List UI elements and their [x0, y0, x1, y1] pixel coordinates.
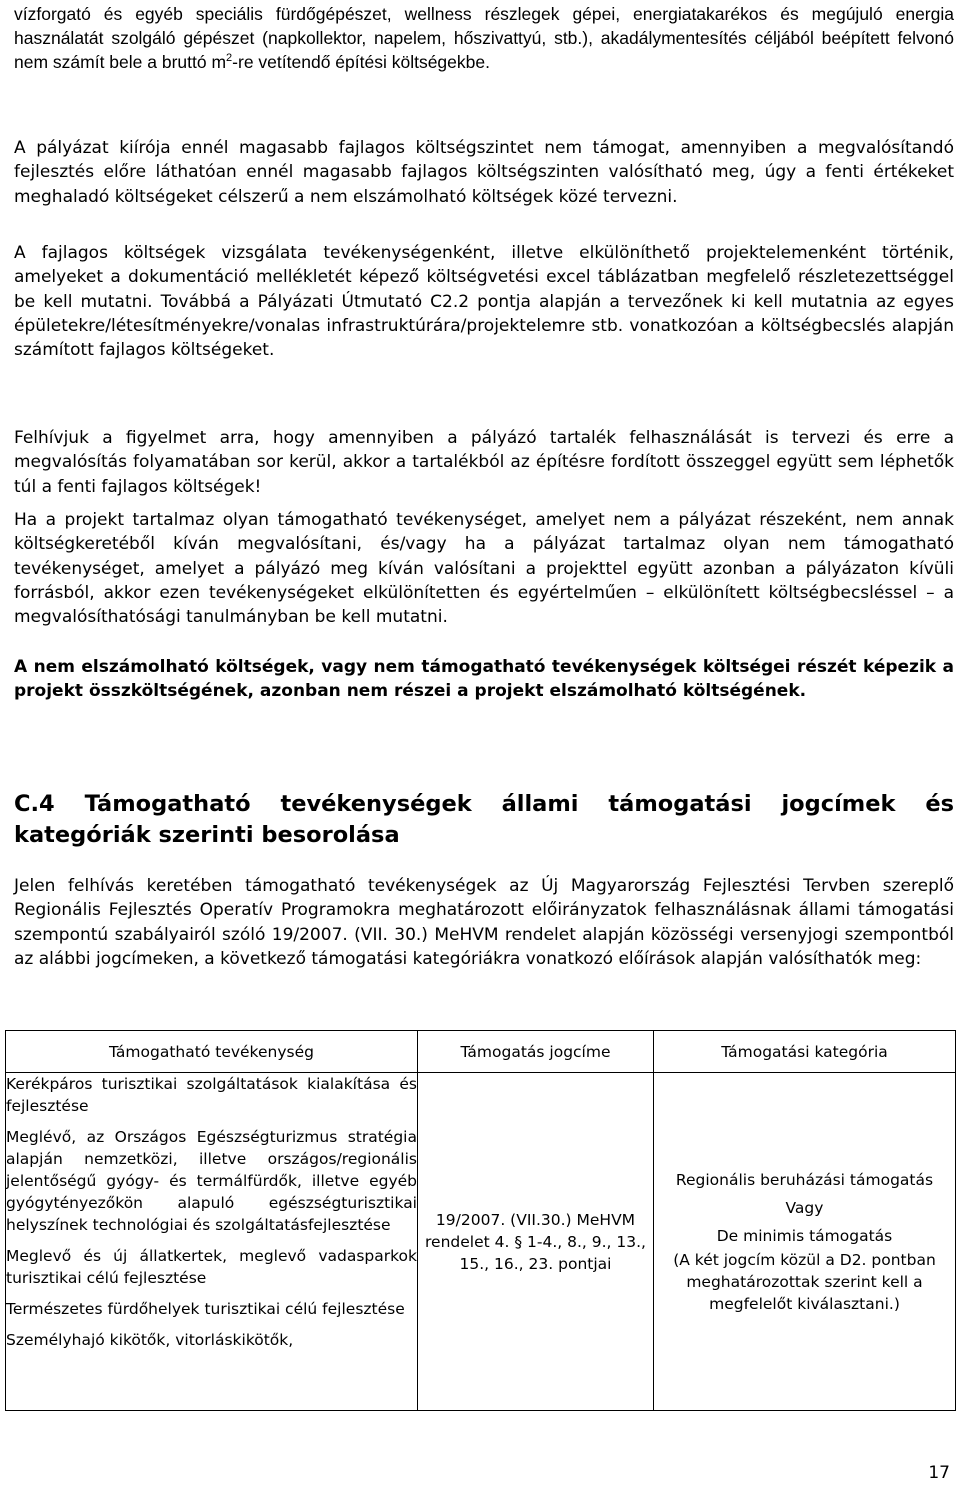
category-note: (A két jogcím közül a D2. pontban meghatározottak szerint kell a megfelelőt kiválasztani.) [673, 1250, 936, 1313]
header-activity: Támogatható tevékenység [6, 1031, 418, 1073]
activity-item: Meglevő és új állatkertek, meglevő vadasparkok turisztikai célú fejlesztése [6, 1247, 417, 1287]
table-row [6, 1073, 956, 1411]
support-categories-table [5, 1030, 956, 1411]
intro-text-end: -re vetítendő építési költségekbe. [232, 52, 490, 72]
reserve-notice-paragraph: Felhívjuk a figyelmet arra, hogy amennyiben a pályázó tartalék felhasználását is tervezi és erre a megvalósítás folyamatában sor kerül, akkor a tartalékból az építésre fordított összeggel együtt sem léphetők túl a fenti fajlagos költségek! [14, 428, 954, 497]
cost-examination-paragraph: A fajlagos költségek vizsgálata tevékenységenként, illetve elkülöníthető projektelemenként történik, amelyeket a dokumentáció mellékletét képező költségvetési excel táblázatban megfelelő részletezettséggel be kell mutatni. Továbbá a Pályázati Útmutató C2.2 pontja alapján a tervezőnek ki kell mutatnia az egyes épületekre/létesítményekre/vonalas infrastruktúrára/projektelemre stb. vonatkozóan a költségbecslés alapján számított fajlagos költségeket. [14, 243, 954, 361]
activity-item: Személyhajó kikötők, vitorláskikötők, [6, 1331, 294, 1349]
activity-item: Természetes fürdőhelyek turisztikai célú fejlesztése [6, 1300, 405, 1318]
section-heading-c4: C.4 Támogatható tevékenységek állami támogatási jogcímek és kategóriák szerinti besorolása [14, 791, 954, 848]
non-eligible-activities-paragraph: Ha a projekt tartalmaz olyan támogatható tevékenységet, amelyet nem a pályázat részeként, nem annak költségkeretéből kíván megvalósítani, és/vagy ha a pályázat tartalmaz olyan nem támogatható tevékenységet, amelyet a pályázó meg kíván valósítani a projekttel együtt azonban a pályázaton kívüli forrásból, akkor ezen tevékenységeket elkülönítetten és egyértelműen – elkülönített költségbecsléssel – a megvalósíthatósági tanulmányban be kell mutatni. [14, 510, 954, 628]
cost-level-paragraph: A pályázat kiírója ennél magasabb fajlagos költségszintet nem támogat, amennyiben a megvalósítandó fejlesztés előre láthatóan ennél magasabb fajlagos költségszinten valósítható meg, úgy a fenti értékeket meghaladó költségeket célszerű a nem elszámolható költségek közé tervezni. [14, 138, 954, 207]
activity-item: Meglévő, az Országos Egészségturizmus stratégia alapján nemzetközi, illetve országos/regionális jelentőségű gyógy- és termálfürdők, illetve egyéb gyógytényezőkön alapuló egészségturisztikai helyszínek technológiai és szolgáltatásfejlesztése [6, 1128, 417, 1234]
legal-title-cell [418, 1073, 654, 1411]
superscript-two: 2 [226, 52, 233, 65]
category-or: Vagy [785, 1198, 824, 1217]
category-de-minimis: De minimis támogatás [716, 1226, 893, 1245]
non-eligible-costs-bold-paragraph: A nem elszámolható költségek, vagy nem támogatható tevékenységek költségei részét képezik a projekt összköltségének, azonban nem részei a projekt elszámolható költségének. [14, 657, 954, 702]
category-cell [654, 1073, 956, 1411]
page-number: 17 [928, 1463, 950, 1483]
legal-title-text: 19/2007. (VII.30.) MeHVM rendelet 4. § 1-4., 8., 9., 13., 15., 16., 23. pontjai [425, 1210, 646, 1273]
legal-basis-paragraph: Jelen felhívás keretében támogatható tevékenységek az Új Magyarország Fejlesztési Tervben szereplő Regionális Fejlesztés Operatív Programokra meghatározott előirányzatok felhasználásnak állami támogatási szempontú szabályairól szóló 19/2007. (VII. 30.) MeHVM rendelet alapján közösségi versenyjogi szempontból az alábbi jogcímeken, a következő támogatási kategóriákra vonatkozó előírások alapján valósíthatók meg: [14, 876, 954, 969]
intro-text: vízforgató és egyéb speciális fürdőgépészet, wellness részlegek gépei, energiatakarékos és megújuló energia használatát szolgáló gépészet (napkollektor, napelem, hőszivattyú, stb.), akadálymentesítés céljából beépített felvonó nem számít bele a bruttó m [14, 4, 954, 72]
activity-item: Kerékpáros turisztikai szolgáltatások kialakítása és fejlesztése [6, 1075, 417, 1115]
category-regional: Regionális beruházási támogatás [675, 1170, 934, 1189]
header-category: Támogatási kategória [654, 1031, 956, 1073]
intro-paragraph [14, 2, 954, 74]
table-header-row [6, 1031, 956, 1073]
activities-cell [6, 1073, 418, 1411]
header-legal-title: Támogatás jogcíme [418, 1031, 654, 1073]
